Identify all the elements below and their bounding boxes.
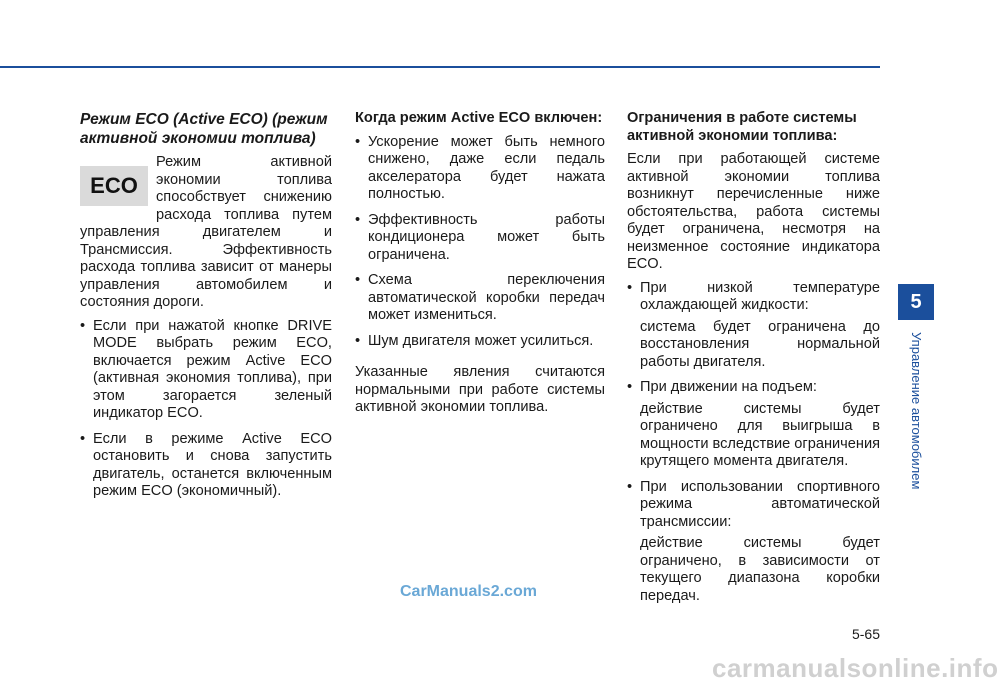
note-text: Указанные явления считаются нормальными при работе системы активной экономии топлива. (355, 364, 605, 415)
item-label: При низкой температуре охлаждающей жидкости: (640, 279, 880, 313)
list-item: • Ускорение может быть немного снижено, даже если педаль акселератора будет нажата полностью. (355, 134, 605, 204)
intro-text: Если при работающей системе активной экономии топлива возникнут перечисленные ниже обстоятельства, работа системы будет ограничена, несмотря на неизменное состояние индикатора ECO. (627, 151, 880, 272)
limitations-list (627, 280, 880, 606)
list-item (627, 379, 880, 471)
watermark-bottom: carmanualsonline.info (712, 653, 998, 683)
list-item: • Схема переключения автоматической коробки передач может измениться. (355, 272, 605, 325)
list-item (627, 280, 880, 372)
header-rule (0, 66, 880, 68)
eco-indicator-icon: ECO (80, 166, 148, 206)
column-limitations (627, 110, 880, 613)
effects-bullets (355, 134, 605, 351)
list-item: • Шум двигателя может усилиться. (355, 333, 605, 351)
list-item (627, 479, 880, 606)
item-detail: действие системы будет ограничено, в зависимости от текущего диапазона коробки передач. (640, 535, 880, 604)
column-eco-mode (80, 110, 332, 509)
item-detail: система будет ограничена до восстановления нормальной работы двигателя. (640, 318, 880, 370)
chapter-title: Управление автомобилем (909, 332, 924, 490)
chapter-number-tab: 5 (898, 284, 934, 320)
section-heading: Когда режим Active ECO включен: (355, 110, 603, 126)
item-label: При использовании спортивного режима автоматической трансмиссии: (640, 478, 880, 530)
list-item: • Эффективность работы кондиционера может быть ограничена. (355, 212, 605, 265)
item-detail: действие системы будет ограничено для выигрыша в мощности вследствие ограничения крутящего момента двигателя. (640, 400, 881, 469)
list-item: • Если в режиме Active ECO остановить и снова запустить двигатель, останется включенным режим ECO (экономичный). (80, 431, 332, 501)
section-title: Режим ECO (Active ECO) (режим активной экономии топлива) (80, 111, 328, 147)
watermark-top: CarManuals2.com (400, 583, 537, 600)
page-number: 5-65 (851, 626, 880, 642)
eco-bullets (80, 318, 332, 501)
section-heading: Ограничения в работе системы активной экономии топлива: (627, 110, 857, 144)
list-item: • Если при нажатой кнопке DRIVE MODE выбрать режим ECO, включается режим Active ECO (активная экономия топлива), при этом загорается зеленый индикатор ECO. (80, 318, 332, 423)
intro-text: Режим активной экономии топлива способствует снижению расхода топлива путем управления двигателем и Трансмиссия. Эффективность расхода топлива зависит от манеры управления автомобилем и состояния дороги. (80, 154, 332, 310)
item-label: При движении на подъем: (640, 379, 817, 395)
column-active-eco-on (355, 110, 605, 423)
eco-intro (80, 154, 332, 312)
